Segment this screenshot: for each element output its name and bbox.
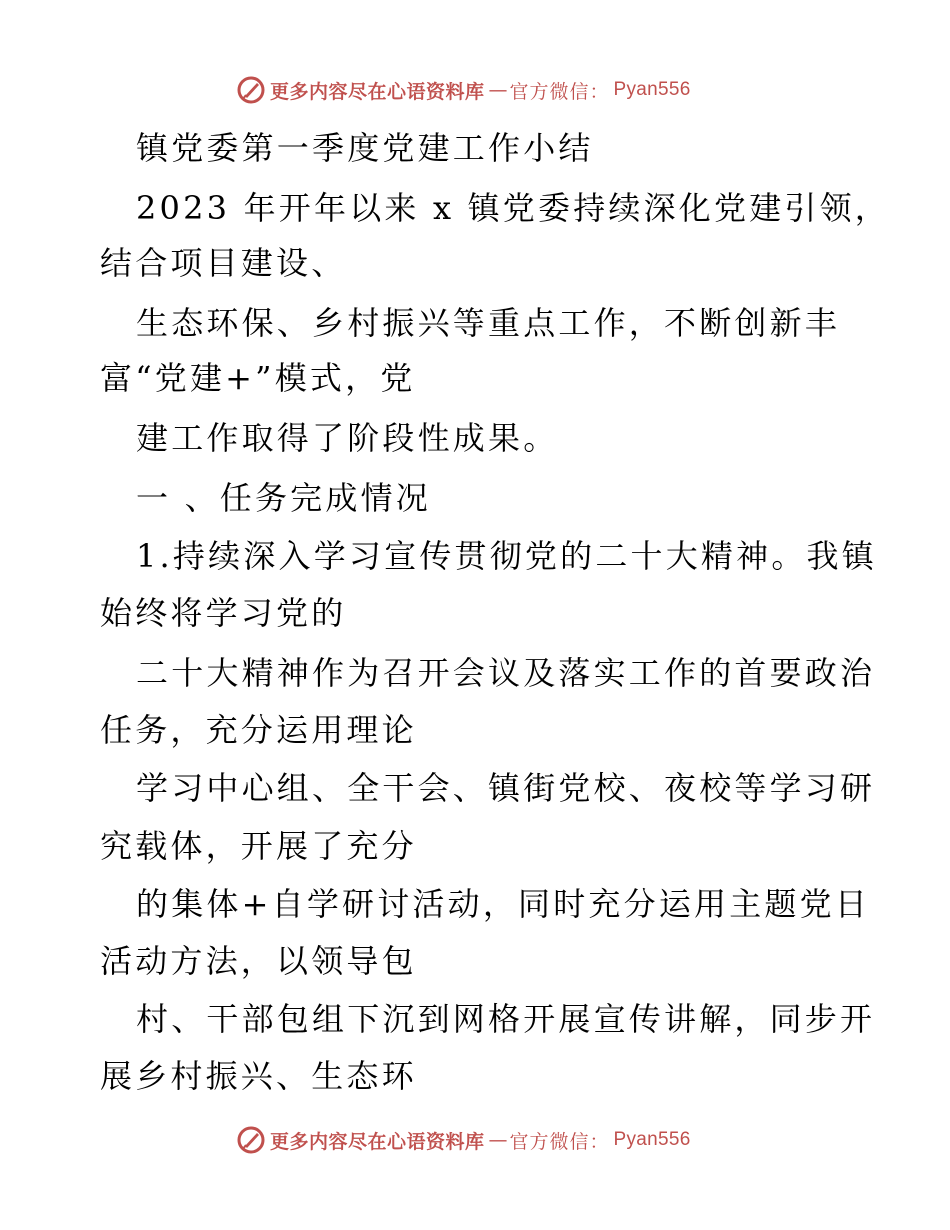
paragraph-line: 生态环保、乡村振兴等重点工作，不断创新丰	[136, 304, 841, 342]
paragraph-line: 始终将学习党的	[100, 594, 347, 632]
paragraph-line: 1.持续深入学习宣传贯彻党的二十大精神。我镇	[136, 537, 877, 575]
paragraph-line: 的集体+自学研讨活动，同时充分运用主题党日	[136, 885, 871, 923]
footer-banner	[236, 1122, 691, 1158]
quill-logo-icon	[236, 1125, 266, 1155]
banner-separator: —	[488, 79, 506, 101]
paragraph-line: 活动方法，以领导包	[100, 942, 417, 980]
paragraph-line: 究载体，开展了充分	[100, 827, 417, 865]
document-title: 镇党委第一季度党建工作小结	[136, 129, 594, 167]
header-banner	[236, 72, 691, 108]
quill-logo-icon	[236, 75, 266, 105]
banner-brand-text: 更多内容尽在心语资料库	[270, 80, 485, 103]
paragraph-line: 建工作取得了阶段性成果。	[136, 419, 559, 457]
banner-wechat-label: 官方微信：	[509, 1130, 610, 1153]
paragraph-line: 展乡村振兴、生态环	[100, 1057, 417, 1095]
paragraph-line: 二十大精神作为召开会议及落实工作的首要政治	[136, 654, 876, 692]
banner-wechat-handle: Pyan556	[613, 79, 691, 100]
banner-separator: —	[488, 1129, 506, 1151]
paragraph-line: 结合项目建设、	[100, 244, 347, 282]
banner-wechat-handle: Pyan556	[613, 1129, 691, 1150]
banner-wechat-label: 官方微信：	[509, 80, 610, 103]
paragraph-line: 学习中心组、全干会、镇街党校、夜校等学习研	[136, 769, 876, 807]
section-heading: 一 、任务完成情况	[136, 479, 431, 517]
paragraph-line: 2023 年开年以来 x 镇党委持续深化党建引领，	[136, 189, 891, 227]
paragraph-line: 村、干部包组下沉到网格开展宣传讲解，同步开	[136, 1000, 876, 1038]
paragraph-line: 富“党建+”模式，党	[100, 359, 416, 397]
banner-brand-text: 更多内容尽在心语资料库	[270, 1130, 485, 1153]
paragraph-line: 任务，充分运用理论	[100, 711, 417, 749]
